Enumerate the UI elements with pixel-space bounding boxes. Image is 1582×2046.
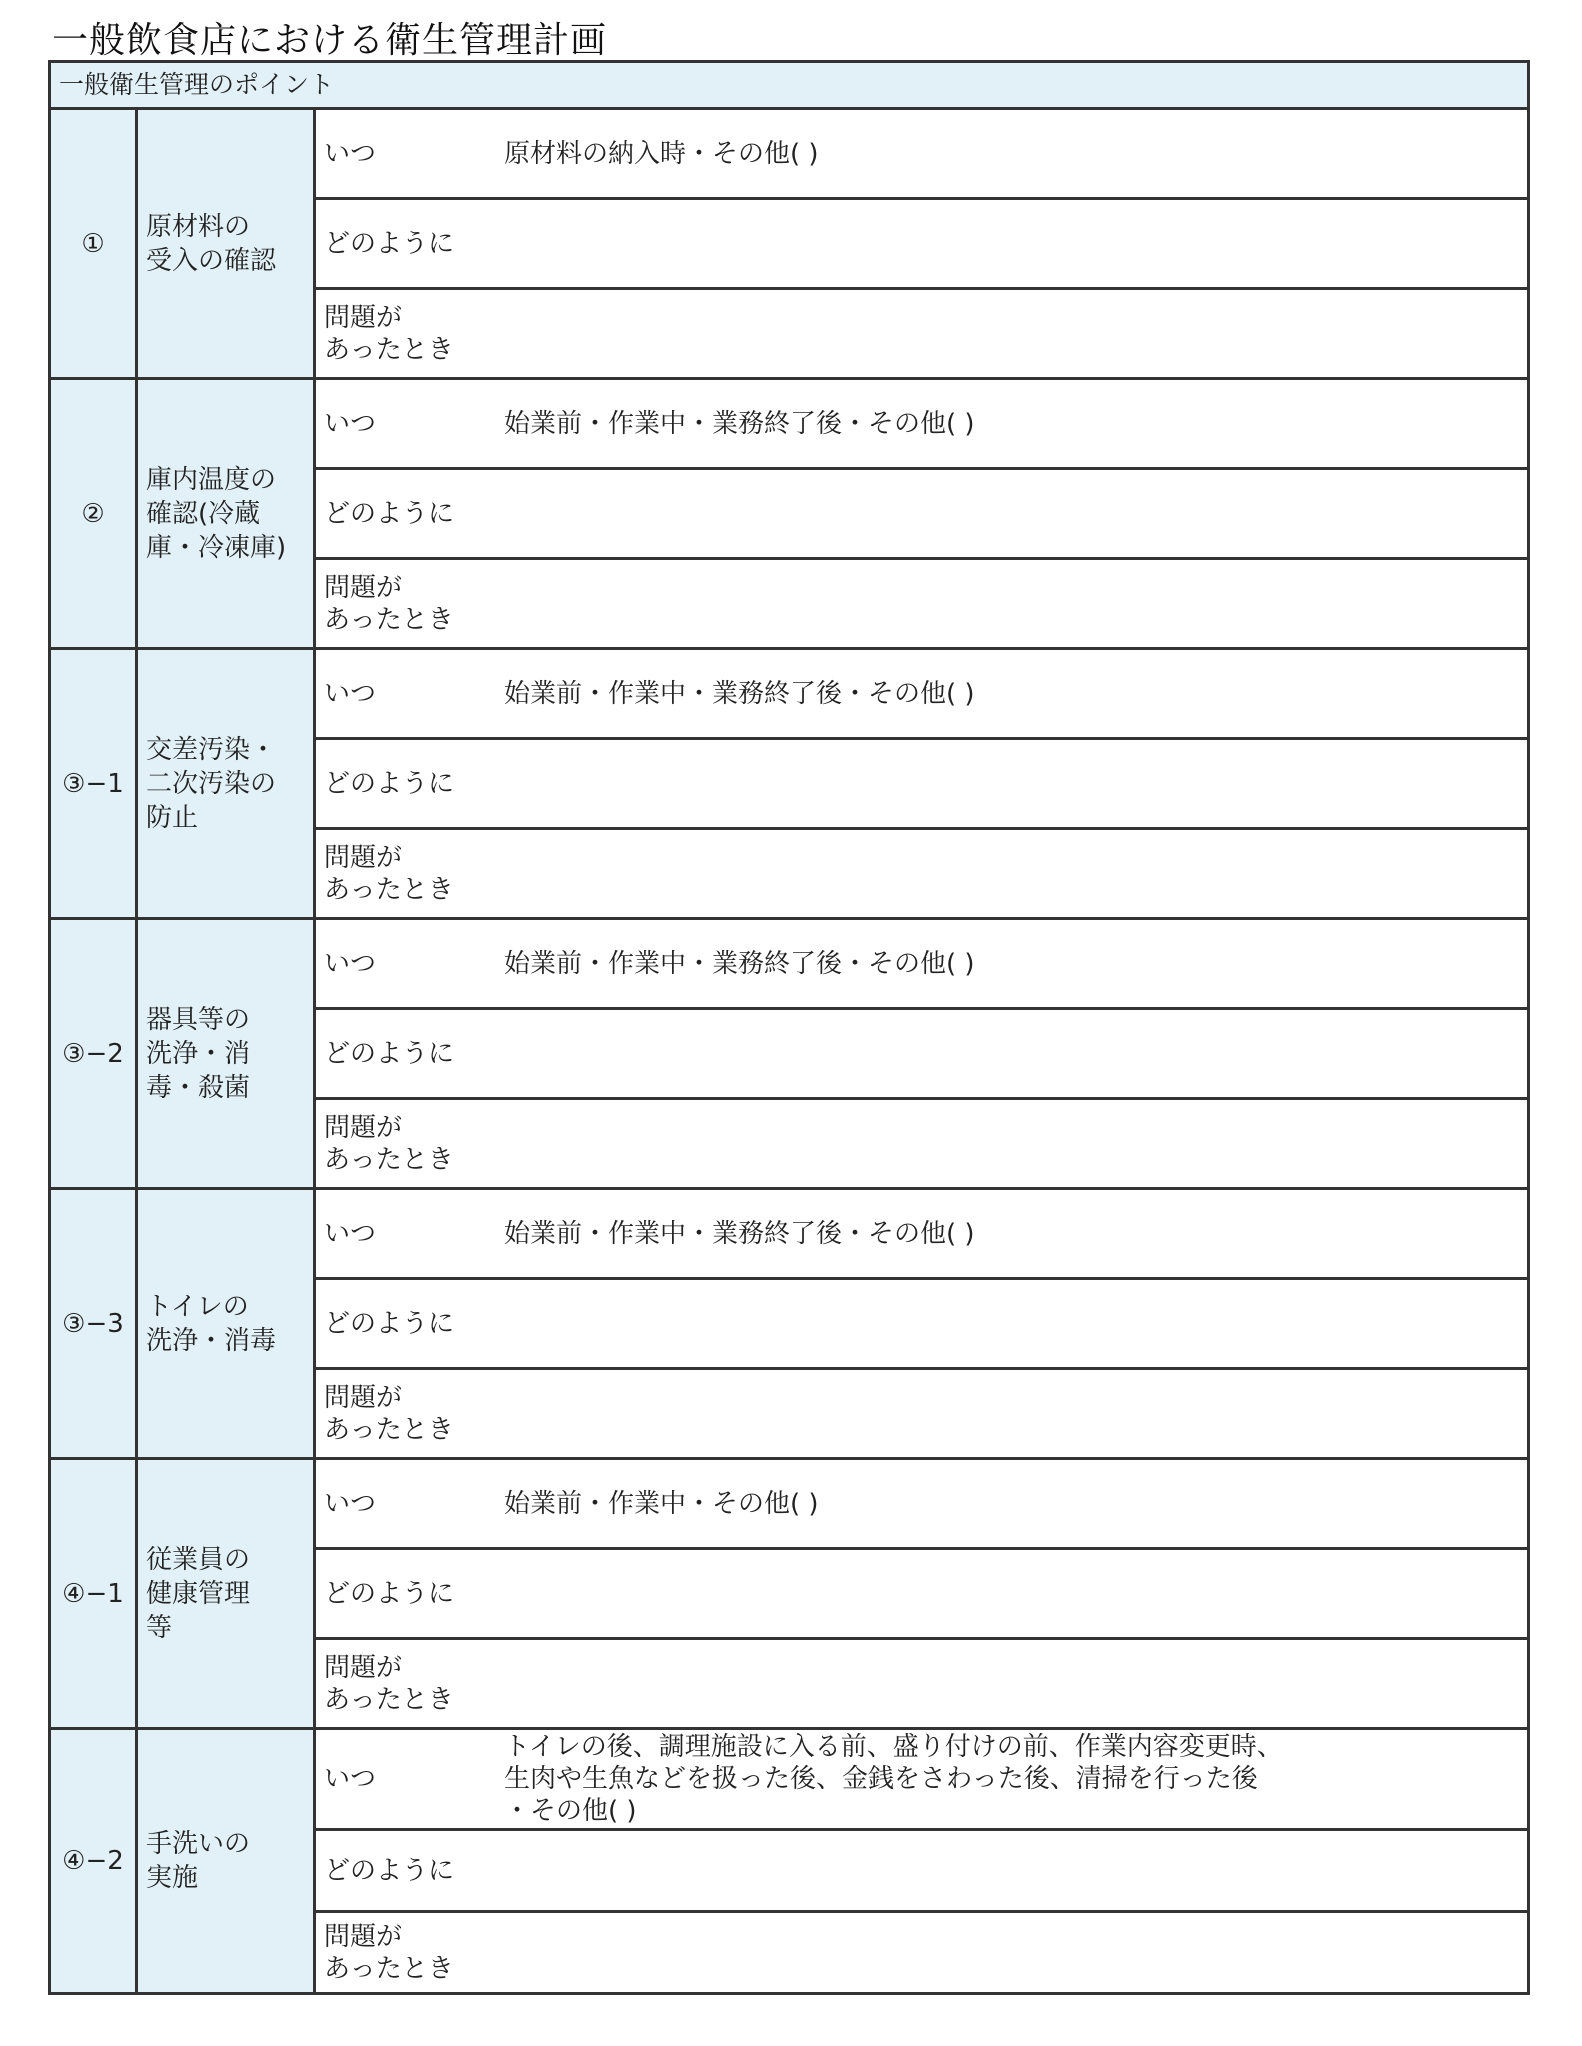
table-header: 一般衛生管理のポイント [51,63,1527,110]
section-label: 器具等の 洗浄・消 毒・殺菌 [138,920,316,1187]
row-label: 問題が あったとき [324,302,454,365]
row-mondai[interactable] [316,1913,1527,1992]
row-label: どのように [324,1308,455,1339]
row-itsu[interactable] [316,1460,1527,1550]
section-number: ④−1 [51,1460,138,1727]
section-label: 従業員の 健康管理 等 [138,1460,316,1727]
row-label: どのように [324,228,455,259]
section-label: 交差汚染・ 二次汚染の 防止 [138,650,316,917]
section-5 [51,1190,1527,1460]
row-dono[interactable] [316,740,1527,830]
row-dono[interactable] [316,1831,1527,1913]
row-dono[interactable] [316,1550,1527,1640]
row-mondai[interactable] [316,1370,1527,1457]
row-label: いつ [324,408,377,439]
row-label: どのように [324,768,455,799]
row-label: 問題が あったとき [324,842,454,905]
row-dono[interactable] [316,1280,1527,1370]
section-3 [51,650,1527,920]
row-label: どのように [324,1855,455,1886]
row-mondai[interactable] [316,560,1527,647]
section-7 [51,1730,1527,1992]
row-label: 問題が あったとき [324,1382,454,1445]
row-mondai[interactable] [316,1640,1527,1727]
row-mondai[interactable] [316,290,1527,377]
row-value: 原材料の納入時・その他( ) [504,138,819,169]
section-number: ① [51,110,138,377]
row-dono[interactable] [316,200,1527,290]
row-label: どのように [324,498,455,529]
row-label: いつ [324,1488,377,1519]
row-label: いつ [324,948,377,979]
section-number: ③−1 [51,650,138,917]
row-label: いつ [324,138,377,169]
section-1 [51,110,1527,380]
page-title: 一般飲食店における衛生管理計画 [52,20,608,61]
row-dono[interactable] [316,470,1527,560]
row-dono[interactable] [316,1010,1527,1100]
row-itsu[interactable] [316,650,1527,740]
row-label: 問題が あったとき [324,1652,454,1715]
section-2 [51,380,1527,650]
section-label: 手洗いの 実施 [138,1730,316,1992]
row-value: 始業前・作業中・業務終了後・その他( ) [504,948,975,979]
row-value: 始業前・作業中・業務終了後・その他( ) [504,408,975,439]
row-itsu[interactable] [316,110,1527,200]
row-label: いつ [324,678,377,709]
section-label: 庫内温度の 確認(冷蔵 庫・冷凍庫) [138,380,316,647]
section-number: ④−2 [51,1730,138,1992]
row-value: 始業前・作業中・業務終了後・その他( ) [504,678,975,709]
row-label: いつ [324,1218,377,1249]
row-label: どのように [324,1578,455,1609]
row-itsu[interactable] [316,1730,1527,1831]
row-label: いつ [324,1764,377,1795]
row-value: 始業前・作業中・業務終了後・その他( ) [504,1218,975,1249]
row-value: 始業前・作業中・その他( ) [504,1488,819,1519]
row-value: トイレの後、調理施設に入る前、盛り付けの前、作業内容変更時、 生肉や生魚などを扱った後、金銭をさわった後、清掃を行った後 ・その他( ) [504,1732,1283,1827]
section-6 [51,1460,1527,1730]
row-itsu[interactable] [316,1190,1527,1280]
row-itsu[interactable] [316,920,1527,1010]
row-label: 問題が あったとき [324,572,454,635]
section-label: 原材料の 受入の確認 [138,110,316,377]
hygiene-plan-table [48,60,1530,1995]
section-number: ③−3 [51,1190,138,1457]
row-itsu[interactable] [316,380,1527,470]
row-label: 問題が あったとき [324,1112,454,1175]
row-label: 問題が あったとき [324,1921,454,1984]
section-4 [51,920,1527,1190]
row-label: どのように [324,1038,455,1069]
section-label: トイレの 洗浄・消毒 [138,1190,316,1457]
row-mondai[interactable] [316,830,1527,917]
row-mondai[interactable] [316,1100,1527,1187]
section-number: ③−2 [51,920,138,1187]
section-number: ② [51,380,138,647]
